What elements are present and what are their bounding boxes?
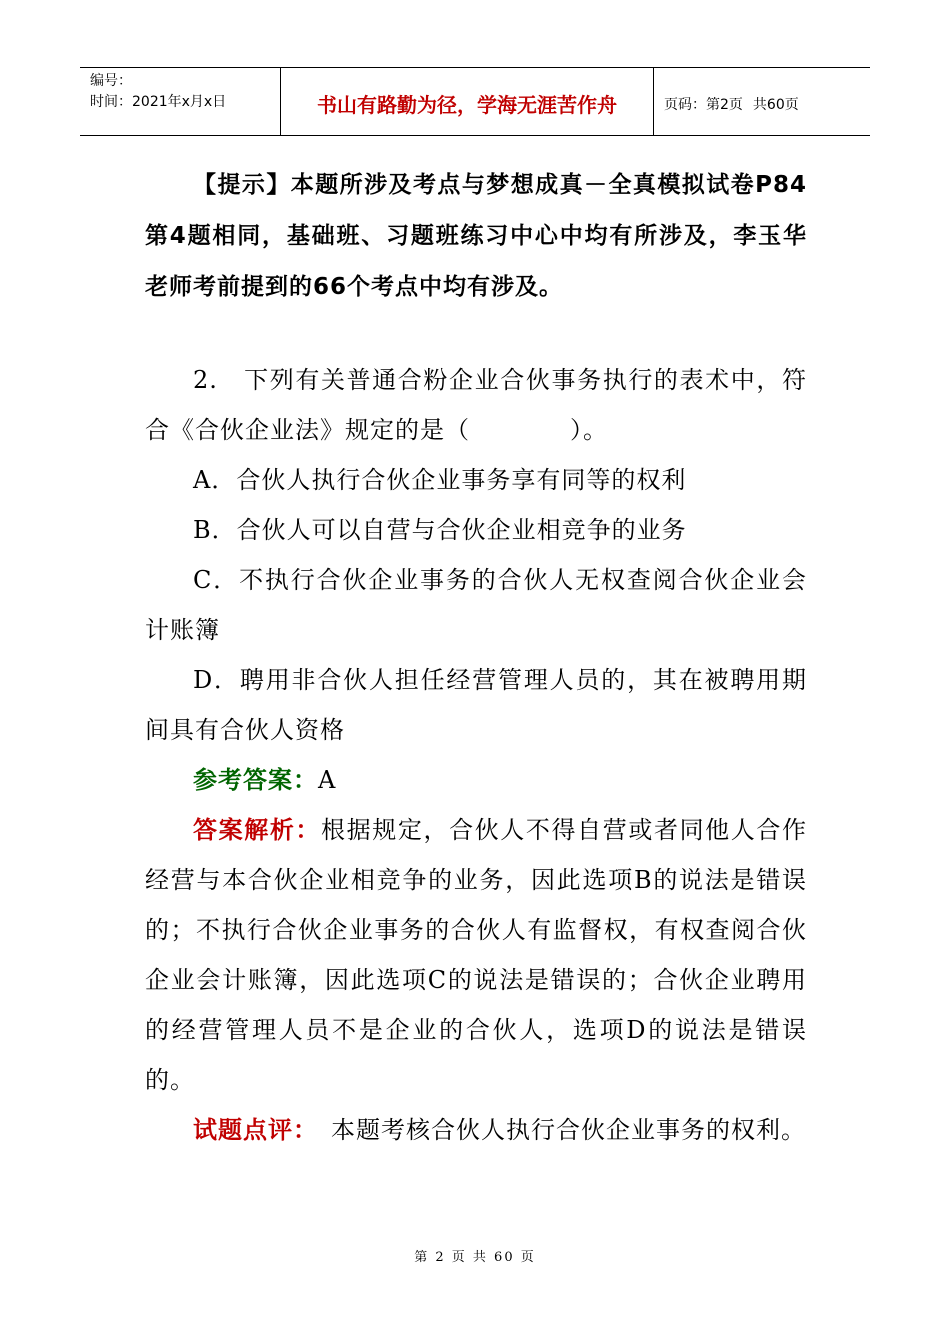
header-meta-cell bbox=[80, 68, 281, 135]
question-stem: 2. 下列有关普通合粉企业合伙事务执行的表术中，符合《合伙企业法》规定的是（ ）。 bbox=[145, 366, 807, 444]
answer-value: A bbox=[318, 766, 337, 794]
page-footer: 第 2 页 共 60 页 bbox=[414, 1250, 536, 1265]
comment-label: 试题点评： bbox=[193, 1116, 306, 1144]
analysis-text: 根据规定，合伙人不得自营或者同他人合作经营与本合伙企业相竞争的业务，因此选项B的说法是错误的；不执行合伙企业事务的合伙人有监督权，有权查阅合伙企业会计账簿，因此选项C的说法是错误的；合伙企业聘用的经营管理人员不是企业的合伙人，选项D的说法是错误的。 bbox=[145, 816, 808, 1094]
option-b: B．合伙人可以自营与合伙企业相竞争的业务 bbox=[193, 516, 687, 544]
analysis-label: 答案解析： bbox=[193, 816, 322, 844]
reference-answer bbox=[145, 755, 807, 805]
comment-text: 本题考核合伙人执行合伙企业事务的权利。 bbox=[306, 1116, 806, 1144]
option-c: C．不执行合伙企业事务的合伙人无权查阅合伙企业会计账簿 bbox=[145, 566, 807, 644]
serial-number-label: 编号： bbox=[90, 73, 132, 89]
document-body bbox=[145, 160, 807, 1155]
header-page-total: 共60页 bbox=[752, 96, 799, 113]
option-d: D．聘用非合伙人担任经营管理人员的，其在被聘用期间具有合伙人资格 bbox=[145, 666, 807, 744]
question-comment bbox=[145, 1105, 807, 1155]
option-a: A．合伙人执行合伙企业事务享有同等的权利 bbox=[193, 466, 687, 494]
header-page-info bbox=[654, 68, 870, 135]
answer-analysis bbox=[145, 805, 807, 1105]
page-header bbox=[80, 67, 870, 136]
header-motto: 书山有路勤为径，学海无涯苦作舟 bbox=[281, 68, 654, 135]
date-label: 时间：2021年x月x日 bbox=[90, 94, 227, 110]
tip-paragraph: 【提示】本题所涉及考点与梦想成真－全真模拟试卷P84第4题相同，基础班、习题班练习中心中均有所涉及，李玉华老师考前提到的66个考点中均有涉及。 bbox=[145, 172, 807, 300]
answer-label: 参考答案： bbox=[193, 766, 318, 794]
header-page-number: 页码：第2页 bbox=[664, 96, 743, 113]
